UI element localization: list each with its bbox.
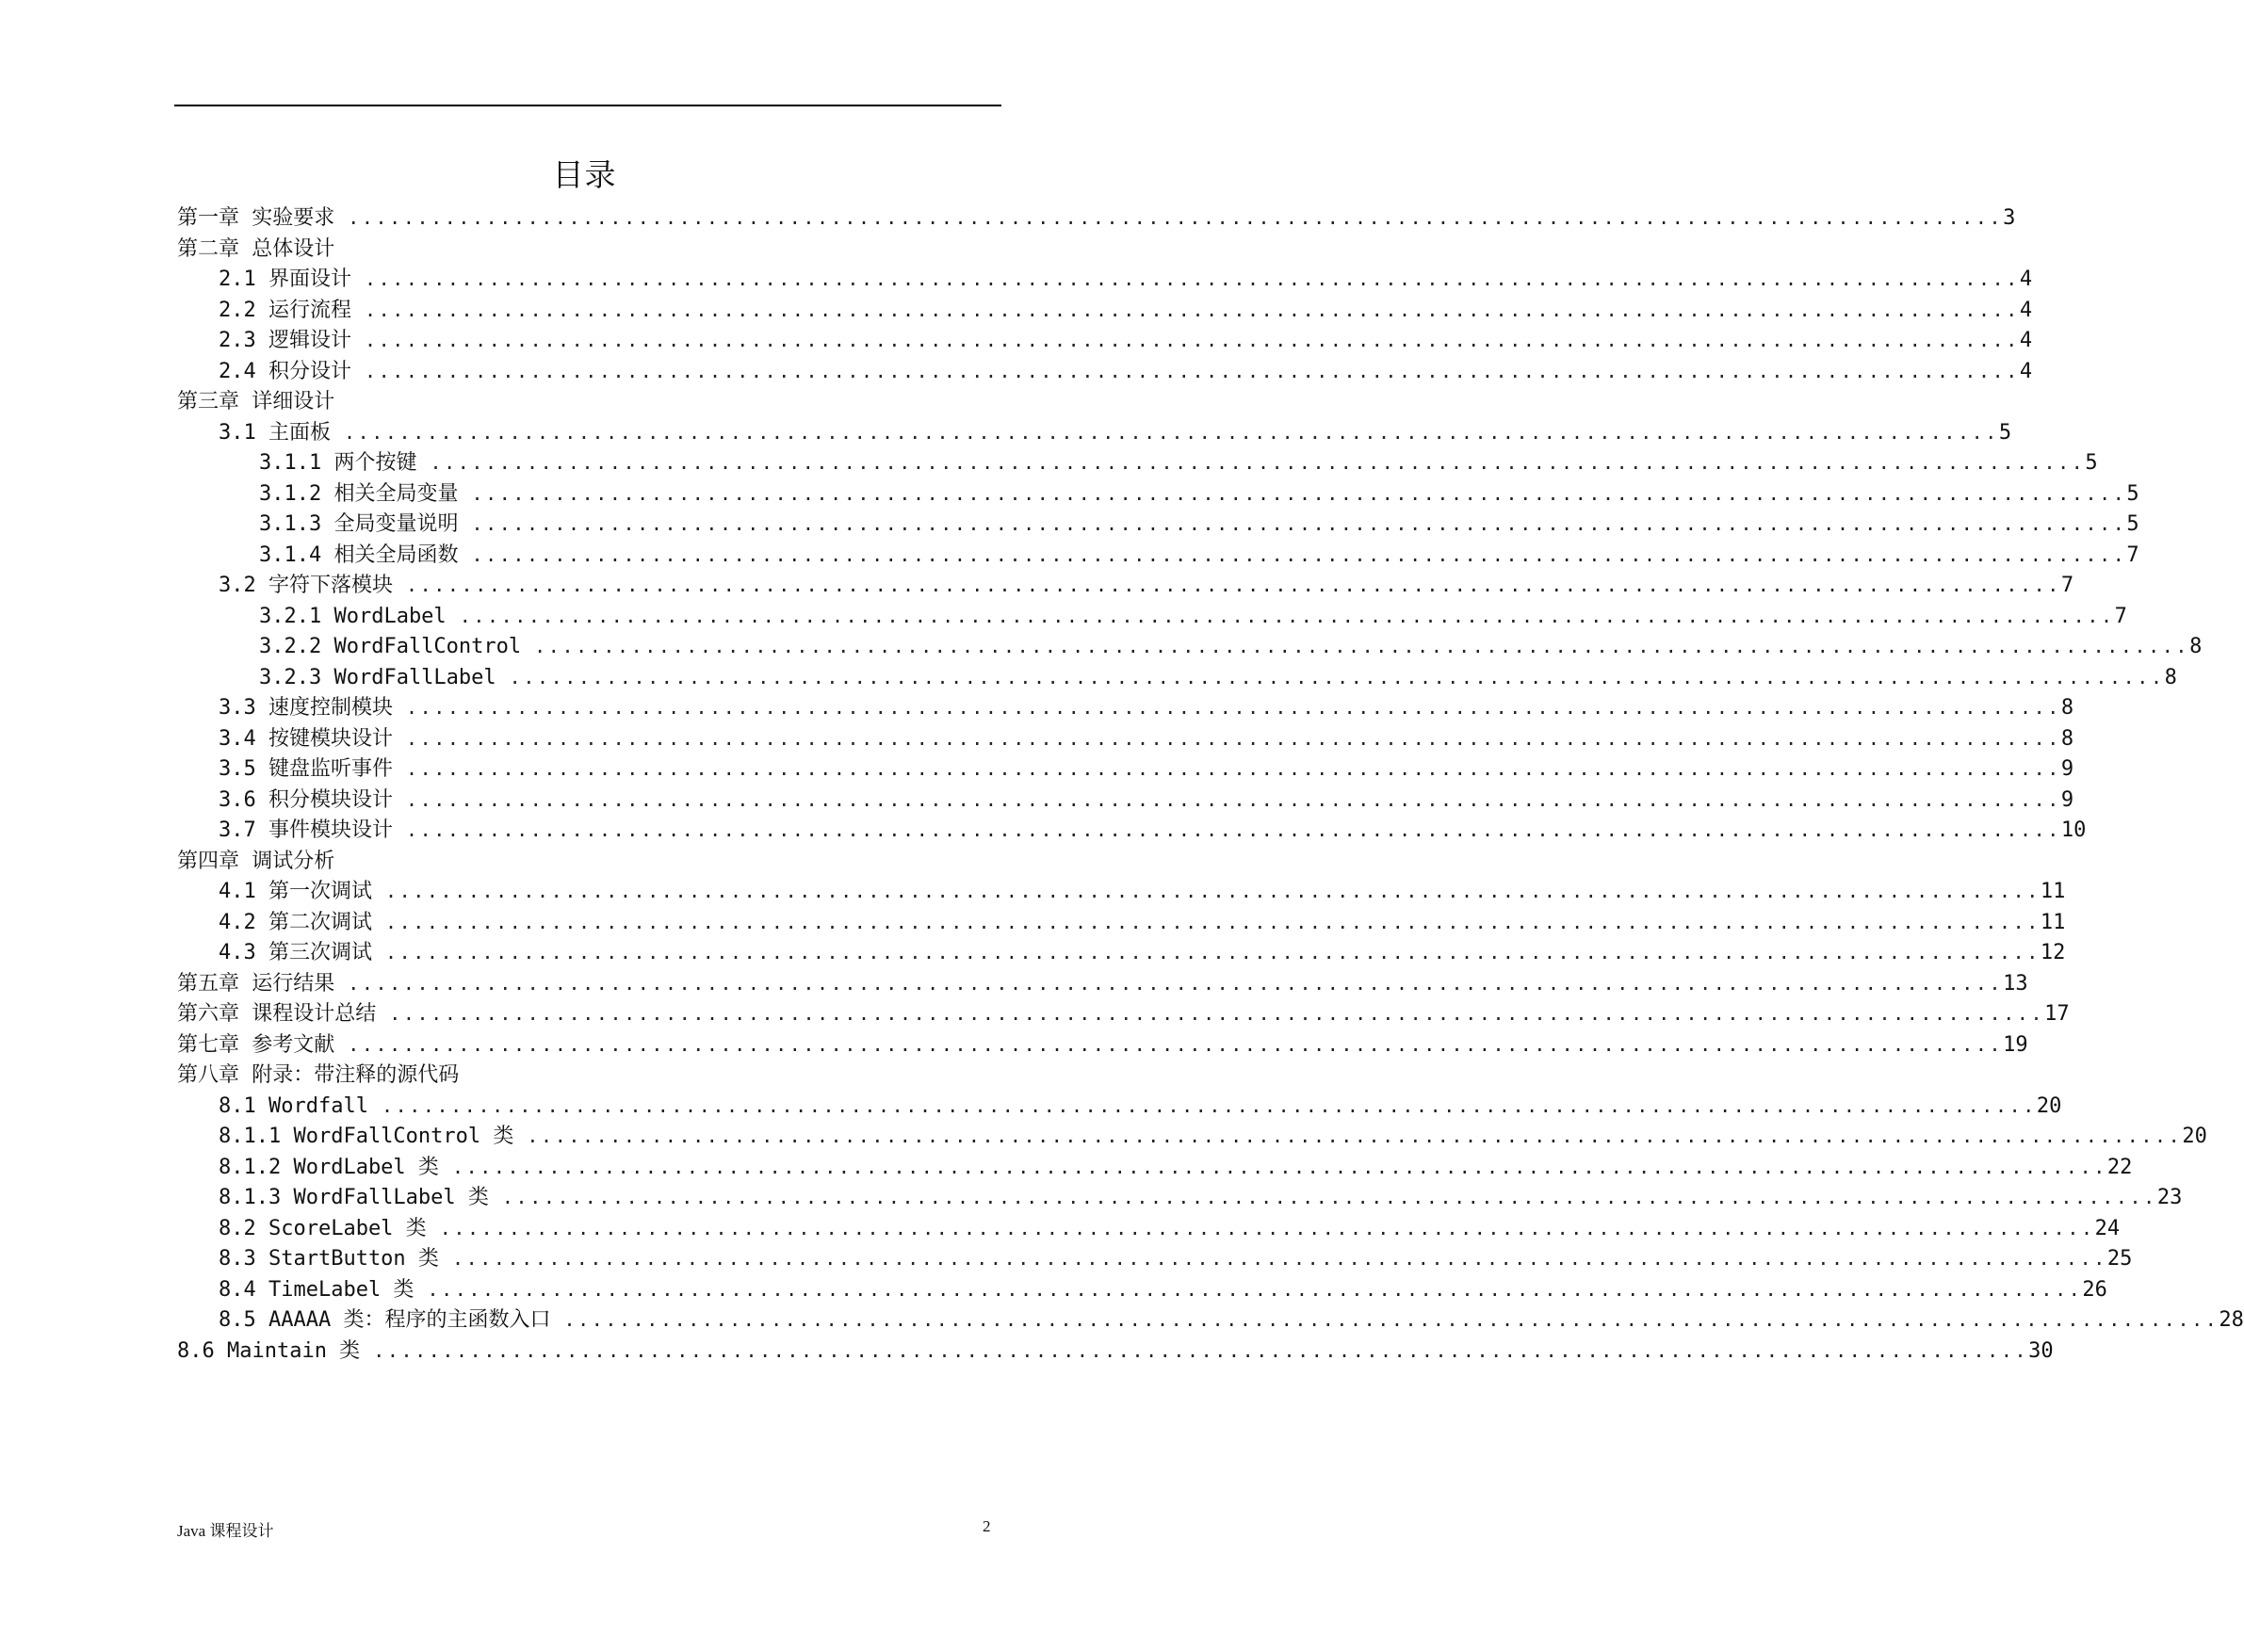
toc-entry[interactable] <box>219 264 2033 295</box>
toc-entry[interactable] <box>177 846 984 877</box>
toc-entry-label: 3.2.2 WordFallControl <box>259 635 522 658</box>
toc-entry[interactable] <box>259 662 2177 693</box>
toc-dot-leader: ........................................................................................................................ <box>389 1002 2045 1025</box>
toc-dot-leader: ........................................................................................................................ <box>439 1216 2095 1239</box>
toc-entry[interactable] <box>177 1336 2054 1367</box>
toc-entry-label: 3.1.3 全局变量说明 <box>259 512 459 536</box>
toc-dot-leader: ........................................................................................................................ <box>405 757 2061 780</box>
toc-entry-label: 4.1 第一次调试 <box>219 880 372 903</box>
toc-dot-leader: ........................................................................................................................ <box>373 1338 2029 1362</box>
toc-dot-leader: ........................................................................................................................ <box>348 206 2004 229</box>
toc-entry[interactable] <box>219 876 2066 907</box>
toc-entry-label: 8.3 StartButton 类 <box>219 1247 439 1271</box>
toc-entry-label: 2.3 逻辑设计 <box>219 329 351 352</box>
toc-entry-label: 3.1 主面板 <box>219 420 331 445</box>
toc-entry[interactable] <box>219 753 2074 785</box>
toc-entry-page: 7 <box>2126 543 2139 567</box>
toc-dot-leader: ........................................................................................................................ <box>343 420 1999 444</box>
toc-entry[interactable] <box>219 815 2087 846</box>
toc-entry-page: 7 <box>2060 574 2074 597</box>
toc-entry[interactable] <box>219 1213 2121 1244</box>
toc-entry[interactable] <box>177 234 984 265</box>
toc-entry[interactable] <box>259 447 2098 478</box>
toc-entry[interactable] <box>177 998 2070 1029</box>
toc-entry[interactable] <box>177 968 2028 999</box>
toc-entry-label: 3.1.4 相关全局函数 <box>259 543 459 567</box>
toc-entry-page: 20 <box>2182 1125 2207 1148</box>
header-rule <box>174 105 1001 106</box>
toc-entry-page: 8 <box>2060 726 2074 751</box>
toc-dot-leader: ........................................................................................................................ <box>405 818 2061 841</box>
toc-entry-label: 8.2 ScoreLabel 类 <box>219 1216 427 1240</box>
toc-entry-page: 19 <box>2003 1032 2028 1057</box>
toc-entry-page: 13 <box>2003 971 2028 996</box>
toc-entry-page: 12 <box>2040 941 2066 964</box>
toc-dot-leader: ........................................................................................................................ <box>348 1032 2004 1056</box>
toc-entry-label: 3.1.1 两个按键 <box>259 451 417 475</box>
page-title: 目录 <box>552 156 617 193</box>
toc-entry[interactable] <box>219 692 2074 723</box>
toc-entry[interactable] <box>219 1243 2133 1274</box>
toc-entry-label: 3.2 字符下落模块 <box>219 574 393 597</box>
toc-entry[interactable] <box>259 478 2139 510</box>
toc-entry-page: 9 <box>2060 787 2074 812</box>
toc-dot-leader: ........................................................................................................................ <box>451 1155 2107 1178</box>
toc-entry-label: 8.1.3 WordFallLabel 类 <box>219 1186 489 1209</box>
toc-dot-leader: ........................................................................................................................ <box>384 941 2041 964</box>
toc-entry-label: 3.5 键盘监听事件 <box>219 757 393 781</box>
toc-entry-page: 23 <box>2156 1186 2183 1209</box>
toc-dot-leader: ........................................................................................................................ <box>384 910 2041 933</box>
toc-entry[interactable] <box>219 1274 2107 1305</box>
toc-dot-leader: ........................................................................................................................ <box>471 481 2127 505</box>
toc-entry-page: 10 <box>2060 818 2087 842</box>
toc-entry-label: 4.2 第二次调试 <box>219 910 372 934</box>
toc-entry-label: 第五章 运行结果 <box>177 971 335 996</box>
toc-entry[interactable] <box>259 601 2127 632</box>
toc-entry-page: 22 <box>2106 1155 2133 1179</box>
toc-entry-label: 8.1.2 WordLabel 类 <box>219 1155 439 1179</box>
toc-entry-label: 第三章 详细设计 <box>177 390 335 413</box>
toc-entry-label: 2.4 积分设计 <box>219 359 351 383</box>
toc-entry[interactable] <box>219 417 2012 448</box>
toc-entry[interactable] <box>219 1304 2244 1336</box>
toc-entry[interactable] <box>259 540 2139 571</box>
toc-entry-page: 5 <box>2126 512 2139 536</box>
toc-entry-label: 3.2.3 WordFallLabel <box>259 665 496 689</box>
toc-dot-leader: ........................................................................................................................ <box>381 1093 2037 1117</box>
toc-entry-label: 4.3 第三次调试 <box>219 941 372 964</box>
toc-entry-page: 5 <box>2126 481 2139 506</box>
toc-entry-page: 4 <box>2019 267 2033 291</box>
toc-dot-leader: ........................................................................................................................ <box>534 635 2190 657</box>
toc-entry-page: 8 <box>2189 635 2203 658</box>
toc-dot-leader: ........................................................................................................................ <box>405 574 2061 596</box>
toc-entry-page: 28 <box>2219 1308 2244 1332</box>
toc-dot-leader: ........................................................................................................................ <box>384 880 2041 902</box>
toc-entry-label: 8.6 Maintain 类 <box>177 1338 361 1363</box>
toc-entry[interactable] <box>177 386 984 417</box>
toc-entry-label: 8.1 Wordfall <box>219 1093 368 1118</box>
toc-entry-page: 24 <box>2094 1216 2121 1240</box>
toc-entry[interactable] <box>219 1152 2133 1183</box>
toc-dot-leader: ........................................................................................................................ <box>527 1125 2183 1147</box>
toc-entry-label: 2.1 界面设计 <box>219 267 351 291</box>
toc-entry-label: 3.1.2 相关全局变量 <box>259 481 459 506</box>
toc-entry-page: 5 <box>1998 420 2012 445</box>
toc-dot-leader: ........................................................................................................................ <box>364 298 2020 321</box>
toc-entry[interactable] <box>259 509 2139 540</box>
toc-entry-page: 5 <box>2085 451 2098 475</box>
toc-dot-leader: ........................................................................................................................ <box>405 726 2061 750</box>
footer-page-number: 2 <box>983 1517 991 1535</box>
toc-entry-label: 第七章 参考文献 <box>177 1032 335 1057</box>
toc-entry-page: 4 <box>2019 359 2033 383</box>
toc-dot-leader: ........................................................................................................................ <box>563 1308 2220 1331</box>
toc-entry-label: 3.4 按键模块设计 <box>219 726 393 751</box>
toc-dot-leader: ........................................................................................................................ <box>364 329 2020 351</box>
toc-entry[interactable] <box>219 907 2066 938</box>
toc-entry-label: 3.3 速度控制模块 <box>219 696 393 720</box>
toc-entry-label: 3.6 积分模块设计 <box>219 787 393 812</box>
toc-entry-page: 26 <box>2082 1277 2107 1302</box>
toc-entry-label: 8.5 AAAAA 类：程序的主函数入口 <box>219 1308 551 1332</box>
toc-entry-page: 7 <box>2114 604 2127 628</box>
toc-entry[interactable] <box>219 1091 2062 1122</box>
toc-entry-label: 8.4 TimeLabel 类 <box>219 1277 415 1302</box>
toc-dot-leader: ........................................................................................................................ <box>471 543 2127 566</box>
toc-dot-leader: ........................................................................................................................ <box>430 451 2086 474</box>
toc-entry[interactable] <box>219 325 2033 356</box>
toc-entry-page: 20 <box>2036 1093 2062 1118</box>
toc-entry-label: 第八章 附录：带注释的源代码 <box>177 1063 460 1087</box>
toc-entry-page: 4 <box>2019 329 2033 352</box>
toc-entry-label: 第一章 实验要求 <box>177 206 335 230</box>
toc-dot-leader: ........................................................................................................................ <box>364 267 2020 290</box>
toc-entry-label: 第二章 总体设计 <box>177 236 335 261</box>
toc-entry-label: 3.2.1 WordLabel <box>259 604 447 628</box>
toc-entry-page: 25 <box>2106 1247 2133 1271</box>
toc-entry-label: 第六章 课程设计总结 <box>177 1002 377 1026</box>
toc-dot-leader: ........................................................................................................................ <box>405 696 2061 719</box>
toc-dot-leader: ........................................................................................................................ <box>471 512 2127 535</box>
toc-dot-leader: ........................................................................................................................ <box>509 665 2165 688</box>
toc-dot-leader: ........................................................................................................................ <box>348 971 2004 995</box>
toc-entry-page: 11 <box>2040 880 2066 903</box>
toc-entry-page: 9 <box>2060 757 2074 781</box>
toc-dot-leader: ........................................................................................................................ <box>501 1186 2157 1208</box>
toc-entry[interactable] <box>177 1029 2028 1061</box>
toc-entry-page: 11 <box>2040 910 2066 934</box>
toc-entry[interactable] <box>259 631 2203 662</box>
toc-entry-label: 2.2 运行流程 <box>219 298 351 322</box>
toc-entry-page: 3 <box>2003 206 2016 230</box>
toc-entry[interactable] <box>177 202 2016 234</box>
toc-entry-page: 17 <box>2044 1002 2070 1026</box>
toc-dot-leader: ........................................................................................................................ <box>364 359 2020 382</box>
toc-entry[interactable] <box>219 1182 2183 1213</box>
toc-entry[interactable] <box>219 356 2033 387</box>
toc-dot-leader: ........................................................................................................................ <box>405 787 2061 811</box>
toc-entry-page: 8 <box>2060 696 2074 720</box>
toc-entry-label: 3.7 事件模块设计 <box>219 818 393 842</box>
toc-entry-page: 4 <box>2019 298 2033 322</box>
toc-entry-label: 8.1.1 WordFallControl 类 <box>219 1125 514 1148</box>
toc-dot-leader: ........................................................................................................................ <box>459 604 2115 627</box>
toc-dot-leader: ........................................................................................................................ <box>427 1277 2083 1301</box>
toc-entry[interactable] <box>219 723 2074 754</box>
toc-entry-label: 第四章 调试分析 <box>177 849 335 873</box>
toc-entry[interactable] <box>219 1121 2207 1152</box>
toc-entry[interactable] <box>219 785 2074 816</box>
toc-entry-page: 30 <box>2028 1338 2054 1363</box>
toc-entry[interactable] <box>219 570 2074 601</box>
toc-entry[interactable] <box>177 1060 984 1091</box>
toc-entry-page: 8 <box>2164 665 2177 689</box>
toc-entry[interactable] <box>219 295 2033 326</box>
footer-left-text: Java 课程设计 <box>177 1522 274 1540</box>
toc-dot-leader: ........................................................................................................................ <box>451 1247 2107 1270</box>
toc-entry[interactable] <box>219 937 2066 968</box>
